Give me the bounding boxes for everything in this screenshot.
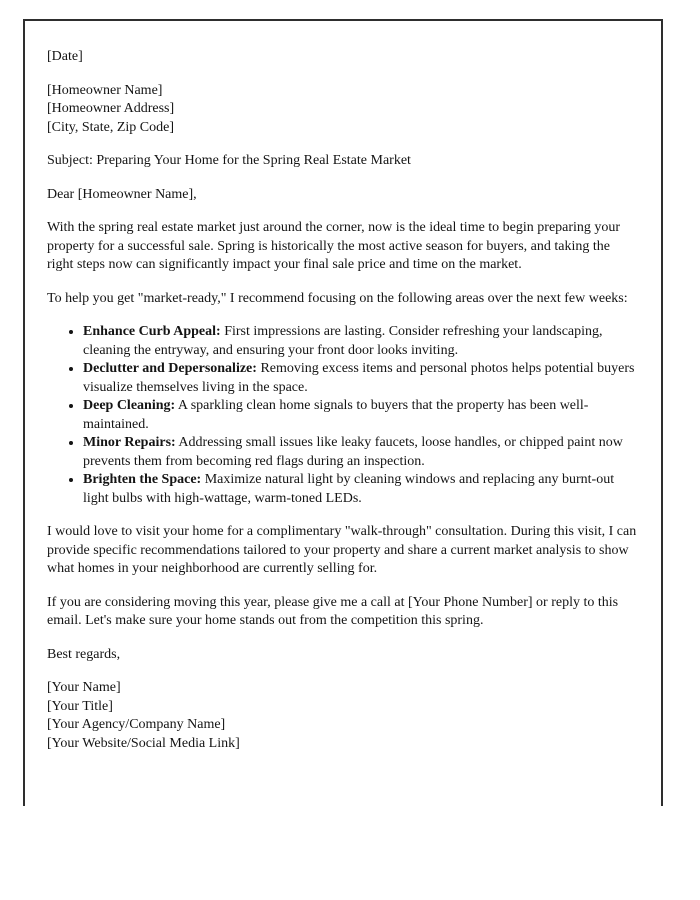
signature-agency-line: [Your Agency/Company Name] <box>47 717 226 732</box>
bullet-title: Declutter and Depersonalize: <box>83 361 257 376</box>
signature-website-line: [Your Website/Social Media Link] <box>47 735 240 751</box>
bullet-text: A sparkling clean home signals to buyers that the property has been well-maintained. <box>83 398 589 432</box>
recipient-city-line: [City, State, Zip Code] <box>47 119 175 135</box>
list-item <box>83 434 637 471</box>
signature-block <box>47 679 637 753</box>
list-item <box>83 397 637 434</box>
bullet-title: Minor Repairs: <box>83 435 176 450</box>
bullet-text: Removing excess items and personal photos helps potential buyers visualize themselves living in the space. <box>83 361 635 395</box>
bullet-title: Deep Cleaning: <box>83 398 176 413</box>
call-to-action-paragraph: If you are considering moving this year, please give me a call at [Your Phone Number] or reply to this email. Let's make sure your home stands out from the competition this spring. <box>47 594 619 628</box>
list-item <box>83 360 637 397</box>
list-item <box>83 323 637 360</box>
date-placeholder: [Date] <box>47 49 83 64</box>
bullet-text: First impressions are lasting. Consider refreshing your landscaping, cleaning the entryway, and ensuring your front door looks inviting. <box>83 324 603 358</box>
letter-document <box>23 19 663 806</box>
bullet-title: Enhance Curb Appeal: <box>83 324 221 339</box>
bullet-text: Maximize natural light by cleaning windows and replacing any burnt-out light bulbs with high-wattage, warm-toned LEDs. <box>83 472 615 506</box>
intro-paragraph: With the spring real estate market just around the corner, now is the ideal time to begin preparing your property for a successful sale. Spring is historically the most active season for buyers, and taking the right steps now can significantly impact your final sale price and time on the market. <box>47 220 621 272</box>
closing-line: Best regards, <box>47 646 121 662</box>
recommendations-list <box>47 323 637 508</box>
lead-in-paragraph: To help you get "market-ready," I recommend focusing on the following areas over the next few weeks: <box>47 290 628 306</box>
bullet-title: Brighten the Space: <box>83 472 202 487</box>
signature-title-line: [Your Title] <box>47 698 113 714</box>
signature-name-line: [Your Name] <box>47 680 121 695</box>
list-item <box>83 471 637 508</box>
salutation: Dear [Homeowner Name], <box>47 186 197 202</box>
recipient-name-line: [Homeowner Name] <box>47 82 163 98</box>
consultation-paragraph: I would love to visit your home for a complimentary "walk-through" consultation. During this visit, I can provide specific recommendations tailored to your property and share a current market analysis to show what homes in your neighborhood are currently selling for. <box>47 524 637 576</box>
recipient-block <box>47 82 637 138</box>
bullet-text: Addressing small issues like leaky faucets, loose handles, or chipped paint now prevents them from becoming red flags during an inspection. <box>83 435 623 469</box>
subject-line: Subject: Preparing Your Home for the Spring Real Estate Market <box>47 153 411 168</box>
recipient-address-line: [Homeowner Address] <box>47 101 175 116</box>
